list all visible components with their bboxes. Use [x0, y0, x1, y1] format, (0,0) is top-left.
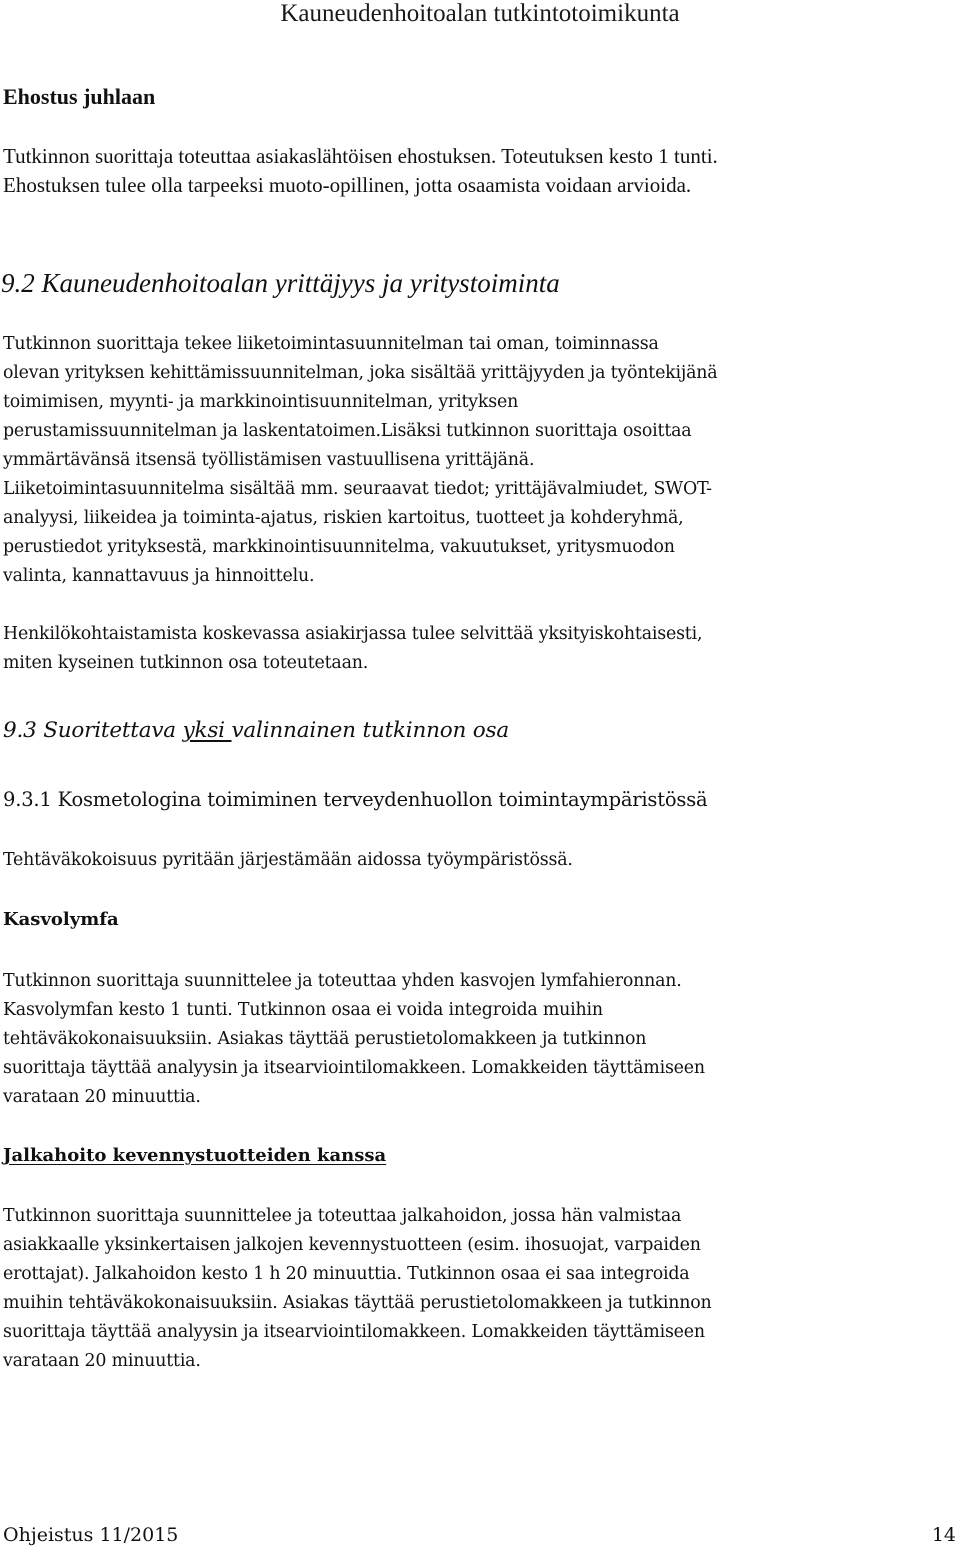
text-line: olevan yrityksen kehittämissuunnitelman, joka sisältää yrittäjyyden ja työntekijänä — [3, 363, 718, 383]
footer-document-label: Ohjeistus 11/2015 — [3, 1524, 179, 1546]
text-line: tehtäväkokonaisuuksiin. Asiakas täyttää perustietolomakkeen ja tutkinnon — [3, 1029, 647, 1049]
text-line: Tutkinnon suorittaja tekee liiketoimintasuunnitelman tai oman, toiminnassa — [3, 334, 659, 354]
text-line: Tutkinnon suorittaja suunnittelee ja toteuttaa yhden kasvojen lymfahieronnan. — [3, 971, 682, 991]
text-line: Kasvolymfan kesto 1 tunti. Tutkinnon osaa ei voida integroida muihin — [3, 1000, 603, 1020]
text-line: suorittaja täyttää analyysin ja itsearviointilomakkeen. Lomakkeiden täyttämiseen — [3, 1322, 705, 1342]
text-line: perustiedot yrityksestä, markkinointisuunnitelma, vakuutukset, yritysmuodon — [3, 537, 675, 557]
text-line: Henkilökohtaistamista koskevassa asiakirjassa tulee selvittää yksityiskohtaisesti, — [3, 624, 703, 644]
heading-emphasis: yksi — [182, 718, 232, 743]
section-heading-kasvolymfa: Kasvolymfa — [3, 909, 119, 930]
section-heading-9-3 — [3, 716, 943, 746]
text-line: toimimisen, myynti- ja markkinointisuunnitelman, yrityksen — [3, 392, 519, 412]
section-heading-9-2: 9.2 Kauneudenhoitoalan yrittäjyys ja yritystoiminta — [1, 268, 560, 298]
text-line: perustamissuunnitelman ja laskentatoimen.Lisäksi tutkinnon suorittaja osoittaa — [3, 421, 692, 441]
text-line: analyysi, liikeidea ja toiminta-ajatus, riskien kartoitus, tuotteet ja kohderyhmä, — [3, 508, 684, 528]
text-line: Liiketoimintasuunnitelma sisältää mm. seuraavat tiedot; yrittäjävalmiudet, SWOT- — [3, 479, 712, 499]
text-line: erottajat). Jalkahoidon kesto 1 h 20 minuuttia. Tutkinnon osaa ei saa integroida — [3, 1264, 690, 1284]
text-line: suorittaja täyttää analyysin ja itsearviointilomakkeen. Lomakkeiden täyttämiseen — [3, 1058, 705, 1078]
paragraph-9-3-1 — [3, 846, 943, 875]
heading-suffix: valinnainen tutkinnon osa — [231, 718, 509, 743]
paragraph-9-2-main — [3, 330, 943, 591]
paragraph-jalkahoito — [3, 1202, 943, 1376]
section-heading-ehostus: Ehostus juhlaan — [3, 84, 156, 109]
text-line: varataan 20 minuuttia. — [3, 1087, 201, 1107]
text-line: Ehostuksen tulee olla tarpeeksi muoto-opillinen, jotta osaamista voidaan arvioida. — [3, 173, 692, 197]
section-heading-jalkahoito: Jalkahoito kevennystuotteiden kanssa — [3, 1145, 387, 1166]
text-line: Tutkinnon suorittaja suunnittelee ja toteuttaa jalkahoidon, jossa hän valmistaa — [3, 1206, 682, 1226]
text-line: varataan 20 minuuttia. — [3, 1351, 201, 1371]
page-header: Kauneudenhoitoalan tutkintotoimikunta — [280, 0, 680, 27]
section-heading-9-3-1: 9.3.1 Kosmetologina toimiminen terveydenhuollon toimintaympäristössä — [3, 788, 708, 811]
text-line: asiakkaalle yksinkertaisen jalkojen kevennystuotteen (esim. ihosuojat, varpaiden — [3, 1235, 701, 1255]
paragraph-kasvolymfa — [3, 967, 943, 1112]
text-line: Tutkinnon suorittaja toteuttaa asiakaslähtöisen ehostuksen. Toteutuksen kesto 1 tunti. — [3, 144, 718, 168]
text-line: muihin tehtäväkokonaisuuksiin. Asiakas täyttää perustietolomakkeen ja tutkinnon — [3, 1293, 712, 1313]
text-line: ymmärtävänsä itsensä työllistämisen vastuullisena yrittäjänä. — [3, 450, 535, 470]
heading-prefix: 9.3 Suoritettava — [3, 718, 183, 743]
paragraph-9-2-personalisation — [3, 620, 943, 678]
text-line: Tehtäväkokoisuus pyritään järjestämään aidossa työympäristössä. — [3, 850, 573, 870]
text-line: valinta, kannattavuus ja hinnoittelu. — [3, 566, 315, 586]
footer-page-number: 14 — [931, 1524, 956, 1546]
paragraph-ehostus — [3, 142, 943, 200]
text-line: miten kyseinen tutkinnon osa toteutetaan. — [3, 653, 369, 673]
